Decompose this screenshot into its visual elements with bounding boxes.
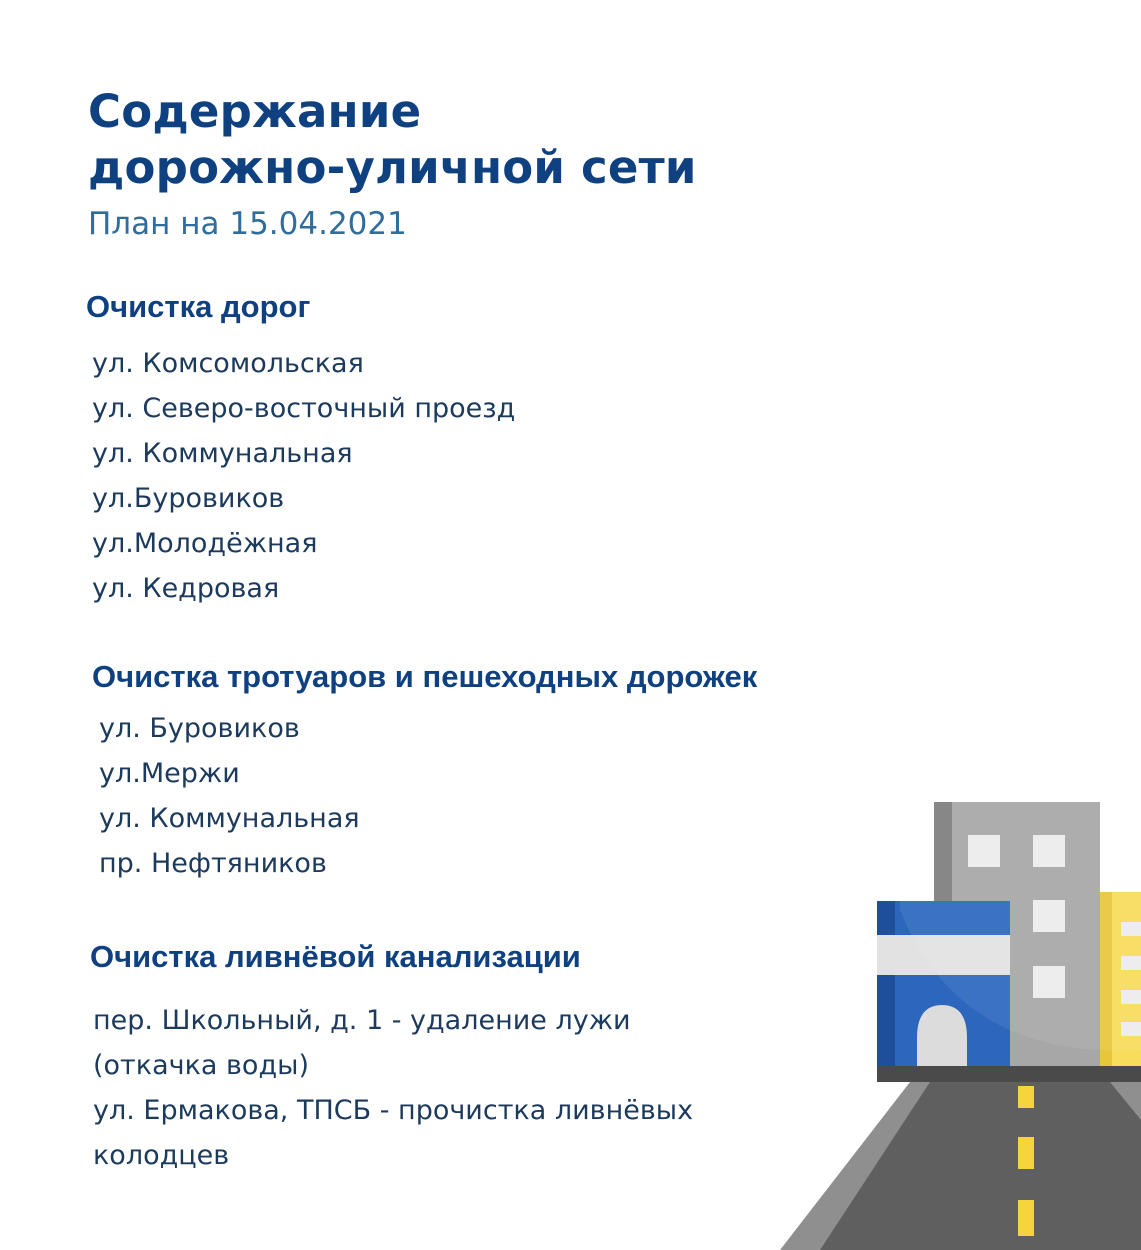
page-title bbox=[88, 84, 697, 196]
plan-date-subtitle: План на 15.04.2021 bbox=[88, 206, 407, 242]
city-road-illustration bbox=[780, 800, 1141, 1250]
list-item: ул. Северо-восточный проезд bbox=[92, 393, 516, 424]
road bbox=[780, 1082, 1141, 1250]
list-item: ул. Коммунальная bbox=[92, 438, 353, 469]
street-list bbox=[92, 706, 757, 886]
list-item: ул. Ермакова, ТПСБ - прочистка ливнёвых bbox=[93, 1095, 694, 1126]
list-item: ул. Буровиков bbox=[99, 713, 300, 744]
list-item: (откачка воды) bbox=[93, 1050, 309, 1081]
section-heading: Очистка тротуаров и пешеходных дорожек bbox=[92, 659, 758, 694]
list-item: ул.Буровиков bbox=[92, 483, 285, 514]
section-sidewalk-cleaning bbox=[92, 657, 757, 886]
list-item: ул.Мержи bbox=[99, 758, 240, 789]
street-list bbox=[90, 998, 693, 1178]
section-storm-drain-cleaning bbox=[90, 937, 693, 1178]
list-item: пр. Нефтяников bbox=[99, 848, 327, 879]
list-item: ул.Молодёжная bbox=[92, 528, 318, 559]
section-heading: Очистка дорог bbox=[86, 289, 311, 324]
section-heading: Очистка ливнёвой канализации bbox=[90, 939, 581, 974]
page-title-line-1: Содержание bbox=[88, 85, 422, 138]
road-curb bbox=[877, 1066, 1141, 1082]
list-item: ул. Комсомольская bbox=[92, 348, 364, 379]
list-item: пер. Школьный, д. 1 - удаление лужи bbox=[93, 1005, 631, 1036]
page-title-line-2: дорожно-уличной сети bbox=[88, 141, 697, 194]
list-item: ул. Коммунальная bbox=[99, 803, 360, 834]
section-road-cleaning bbox=[86, 287, 515, 611]
list-item: колодцев bbox=[93, 1140, 230, 1171]
list-item: ул. Кедровая bbox=[92, 573, 280, 604]
street-list bbox=[86, 341, 515, 611]
